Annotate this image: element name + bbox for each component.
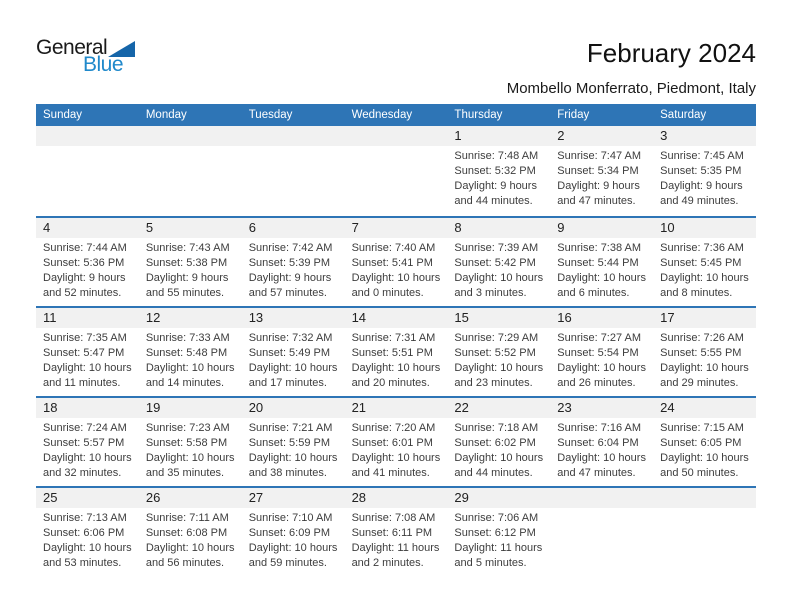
- day-details: [139, 328, 242, 391]
- day-number: 1: [447, 126, 550, 146]
- day-details: [242, 238, 345, 301]
- location-subtitle: Mombello Monferrato, Piedmont, Italy: [506, 80, 756, 97]
- day-cell: [36, 308, 139, 396]
- day-cell: [550, 308, 653, 396]
- sunset-line: Sunset: 5:44 PM: [557, 257, 639, 269]
- daylight-line-1: Daylight: 10 hours: [43, 542, 132, 554]
- daylight-line-1: Daylight: 9 hours: [248, 272, 332, 284]
- daylight-line-1: Daylight: 10 hours: [351, 272, 441, 284]
- day-number: 17: [653, 308, 756, 328]
- day-number: [550, 488, 653, 508]
- day-details: [139, 418, 242, 481]
- weekday-header-monday: Monday: [145, 109, 187, 121]
- day-details: [345, 146, 448, 149]
- daylight-line-2: and 3 minutes.: [454, 287, 527, 299]
- day-number: 8: [447, 218, 550, 238]
- daylight-line-1: Daylight: 10 hours: [43, 452, 132, 464]
- daylight-line-1: Daylight: 10 hours: [145, 362, 235, 374]
- sunset-line: Sunset: 6:04 PM: [557, 437, 639, 449]
- day-number: 20: [242, 398, 345, 418]
- sunset-line: Sunset: 5:49 PM: [248, 347, 331, 359]
- daylight-line-2: and 8 minutes.: [660, 287, 733, 299]
- day-number: 24: [653, 398, 756, 418]
- sunrise-line: Sunrise: 7:44 AM: [43, 242, 127, 254]
- sunset-line: Sunset: 5:38 PM: [145, 257, 228, 269]
- sunrise-line: Sunrise: 7:47 AM: [557, 150, 642, 162]
- sunset-line: Sunset: 5:42 PM: [454, 257, 536, 269]
- sunrise-line: Sunrise: 7:42 AM: [248, 242, 333, 254]
- day-number: 15: [447, 308, 550, 328]
- daylight-line-1: Daylight: 10 hours: [145, 542, 235, 554]
- sunrise-line: Sunrise: 7:13 AM: [43, 512, 127, 524]
- day-cell: [550, 218, 653, 306]
- sunset-line: Sunset: 5:55 PM: [660, 347, 742, 359]
- daylight-line-2: and 47 minutes.: [557, 195, 636, 207]
- daylight-line-1: Daylight: 10 hours: [248, 542, 338, 554]
- day-cell: [36, 126, 139, 216]
- day-cell: [550, 126, 653, 216]
- day-number: 28: [345, 488, 448, 508]
- daylight-line-1: Daylight: 10 hours: [454, 362, 544, 374]
- sunrise-line: Sunrise: 7:35 AM: [43, 332, 127, 344]
- daylight-line-2: and 56 minutes.: [145, 557, 225, 569]
- logo-text-general: General: [36, 36, 108, 59]
- day-details: [653, 328, 756, 391]
- sunset-line: Sunset: 5:47 PM: [43, 347, 125, 359]
- day-details: [447, 328, 550, 391]
- daylight-line-2: and 32 minutes.: [43, 467, 122, 479]
- day-details: [653, 418, 756, 481]
- day-details: [345, 328, 448, 391]
- day-cell: [550, 398, 653, 486]
- daylight-line-2: and 52 minutes.: [43, 287, 122, 299]
- day-cell: [550, 488, 653, 576]
- daylight-line-1: Daylight: 9 hours: [43, 272, 126, 284]
- day-number: 27: [242, 488, 345, 508]
- daylight-line-2: and 49 minutes.: [660, 195, 739, 207]
- daylight-line-2: and 59 minutes.: [248, 557, 327, 569]
- day-number: 23: [550, 398, 653, 418]
- logo-text-blue: Blue: [83, 53, 124, 76]
- day-details: [139, 508, 242, 571]
- sunrise-line: Sunrise: 7:36 AM: [660, 242, 744, 254]
- sunrise-line: Sunrise: 7:31 AM: [351, 332, 436, 344]
- sunrise-line: Sunrise: 7:16 AM: [557, 422, 642, 434]
- daylight-line-2: and 44 minutes.: [454, 195, 533, 207]
- week-row: [36, 486, 756, 576]
- day-details: [447, 418, 550, 481]
- daylight-line-1: Daylight: 10 hours: [248, 452, 338, 464]
- day-number: 16: [550, 308, 653, 328]
- day-cell: [242, 398, 345, 486]
- weekday-header-thursday: Thursday: [454, 109, 503, 121]
- day-cell: [139, 308, 242, 396]
- sunset-line: Sunset: 5:35 PM: [660, 165, 742, 177]
- calendar-header: [507, 38, 756, 97]
- sunset-line: Sunset: 5:32 PM: [454, 165, 536, 177]
- day-number: [345, 126, 448, 146]
- day-details: [139, 238, 242, 301]
- day-details: [36, 238, 139, 301]
- month-title: February 2024: [586, 38, 756, 68]
- day-details: [447, 146, 550, 209]
- weekday-header-saturday: Saturday: [660, 109, 707, 121]
- sunset-line: Sunset: 6:08 PM: [145, 527, 228, 539]
- daylight-line-2: and 35 minutes.: [145, 467, 225, 479]
- sunrise-line: Sunrise: 7:32 AM: [248, 332, 333, 344]
- week-row: [36, 306, 756, 396]
- day-cell: [447, 218, 550, 306]
- sunrise-line: Sunrise: 7:43 AM: [145, 242, 230, 254]
- daylight-line-2: and 47 minutes.: [557, 467, 636, 479]
- daylight-line-2: and 20 minutes.: [351, 377, 430, 389]
- day-cell: [242, 488, 345, 576]
- day-number: 3: [653, 126, 756, 146]
- day-cell: [36, 398, 139, 486]
- daylight-line-2: and 17 minutes.: [248, 377, 327, 389]
- daylight-line-2: and 41 minutes.: [351, 467, 430, 479]
- day-details: [653, 146, 756, 209]
- sunset-line: Sunset: 6:01 PM: [351, 437, 433, 449]
- sunrise-line: Sunrise: 7:38 AM: [557, 242, 642, 254]
- sunrise-line: Sunrise: 7:48 AM: [454, 150, 539, 162]
- daylight-line-1: Daylight: 9 hours: [454, 180, 537, 192]
- day-number: 2: [550, 126, 653, 146]
- sunrise-line: Sunrise: 7:21 AM: [248, 422, 333, 434]
- sunset-line: Sunset: 5:48 PM: [145, 347, 228, 359]
- day-number: [242, 126, 345, 146]
- day-cell: [345, 126, 448, 216]
- day-details: [653, 238, 756, 301]
- day-details: [345, 238, 448, 301]
- daylight-line-2: and 53 minutes.: [43, 557, 122, 569]
- day-number: 14: [345, 308, 448, 328]
- day-number: 12: [139, 308, 242, 328]
- sunset-line: Sunset: 5:39 PM: [248, 257, 331, 269]
- sunset-line: Sunset: 5:59 PM: [248, 437, 331, 449]
- day-cell: [653, 488, 756, 576]
- daylight-line-1: Daylight: 10 hours: [454, 452, 544, 464]
- day-details: [345, 508, 448, 571]
- daylight-line-1: Daylight: 10 hours: [145, 452, 235, 464]
- weekday-header-tuesday: Tuesday: [248, 109, 293, 121]
- day-details: [550, 146, 653, 209]
- daylight-line-1: Daylight: 11 hours: [454, 542, 543, 554]
- sunrise-line: Sunrise: 7:11 AM: [145, 512, 229, 524]
- daylight-line-2: and 2 minutes.: [351, 557, 424, 569]
- day-details: [242, 146, 345, 149]
- sunset-line: Sunset: 5:57 PM: [43, 437, 125, 449]
- day-details: [242, 418, 345, 481]
- sunrise-line: Sunrise: 7:39 AM: [454, 242, 539, 254]
- sunset-line: Sunset: 6:12 PM: [454, 527, 536, 539]
- sunset-line: Sunset: 5:41 PM: [351, 257, 433, 269]
- day-details: [36, 418, 139, 481]
- sunrise-line: Sunrise: 7:18 AM: [454, 422, 539, 434]
- daylight-line-1: Daylight: 9 hours: [660, 180, 743, 192]
- day-cell: [242, 126, 345, 216]
- daylight-line-2: and 55 minutes.: [145, 287, 225, 299]
- day-number: 29: [447, 488, 550, 508]
- day-number: 6: [242, 218, 345, 238]
- day-cell: [242, 218, 345, 306]
- day-details: [447, 508, 550, 571]
- weekday-header-wednesday: Wednesday: [351, 109, 413, 121]
- day-details: [139, 146, 242, 149]
- week-row: [36, 126, 756, 216]
- sunset-line: Sunset: 5:51 PM: [351, 347, 433, 359]
- daylight-line-2: and 0 minutes.: [351, 287, 424, 299]
- general-blue-logo: [36, 36, 156, 77]
- day-cell: [36, 488, 139, 576]
- sunrise-line: Sunrise: 7:06 AM: [454, 512, 539, 524]
- day-cell: [242, 308, 345, 396]
- sunrise-line: Sunrise: 7:40 AM: [351, 242, 436, 254]
- day-details: [36, 508, 139, 571]
- daylight-line-1: Daylight: 10 hours: [43, 362, 132, 374]
- day-number: [653, 488, 756, 508]
- sunset-line: Sunset: 5:34 PM: [557, 165, 639, 177]
- day-cell: [345, 308, 448, 396]
- day-details: [447, 238, 550, 301]
- day-details: [36, 146, 139, 149]
- sunset-line: Sunset: 6:11 PM: [351, 527, 433, 539]
- sunset-line: Sunset: 5:58 PM: [145, 437, 228, 449]
- day-details: [242, 508, 345, 571]
- day-cell: [345, 398, 448, 486]
- day-number: 11: [36, 308, 139, 328]
- day-cell: [447, 126, 550, 216]
- daylight-line-1: Daylight: 10 hours: [660, 272, 749, 284]
- daylight-line-1: Daylight: 10 hours: [660, 452, 749, 464]
- day-cell: [447, 308, 550, 396]
- day-number: [139, 126, 242, 146]
- day-number: 19: [139, 398, 242, 418]
- sunset-line: Sunset: 6:06 PM: [43, 527, 125, 539]
- daylight-line-2: and 44 minutes.: [454, 467, 533, 479]
- day-number: 13: [242, 308, 345, 328]
- weekday-header-sunday: Sunday: [43, 109, 83, 121]
- day-cell: [653, 218, 756, 306]
- sunset-line: Sunset: 5:36 PM: [43, 257, 125, 269]
- day-number: [36, 126, 139, 146]
- sunset-line: Sunset: 6:09 PM: [248, 527, 331, 539]
- daylight-line-2: and 29 minutes.: [660, 377, 739, 389]
- sunrise-line: Sunrise: 7:20 AM: [351, 422, 436, 434]
- sunset-line: Sunset: 5:54 PM: [557, 347, 639, 359]
- day-cell: [139, 218, 242, 306]
- day-number: 4: [36, 218, 139, 238]
- day-number: 25: [36, 488, 139, 508]
- day-details: [242, 328, 345, 391]
- daylight-line-1: Daylight: 9 hours: [145, 272, 229, 284]
- day-number: 21: [345, 398, 448, 418]
- day-number: 26: [139, 488, 242, 508]
- day-details: [550, 418, 653, 481]
- daylight-line-1: Daylight: 10 hours: [351, 362, 441, 374]
- day-details: [653, 508, 756, 511]
- day-details: [550, 238, 653, 301]
- daylight-line-1: Daylight: 10 hours: [454, 272, 544, 284]
- day-details: [36, 328, 139, 391]
- daylight-line-2: and 6 minutes.: [557, 287, 630, 299]
- daylight-line-1: Daylight: 10 hours: [248, 362, 338, 374]
- daylight-line-2: and 14 minutes.: [145, 377, 225, 389]
- day-cell: [653, 398, 756, 486]
- day-cell: [139, 126, 242, 216]
- sunset-line: Sunset: 5:45 PM: [660, 257, 742, 269]
- sunset-line: Sunset: 6:05 PM: [660, 437, 742, 449]
- sunrise-line: Sunrise: 7:29 AM: [454, 332, 539, 344]
- sunrise-line: Sunrise: 7:08 AM: [351, 512, 436, 524]
- day-cell: [653, 308, 756, 396]
- daylight-line-1: Daylight: 10 hours: [557, 452, 646, 464]
- calendar-table: [36, 104, 756, 576]
- week-row: [36, 396, 756, 486]
- day-number: 22: [447, 398, 550, 418]
- sunrise-line: Sunrise: 7:33 AM: [145, 332, 230, 344]
- day-cell: [36, 218, 139, 306]
- calendar-weeks: [36, 126, 756, 576]
- day-details: [550, 508, 653, 511]
- sunrise-line: Sunrise: 7:24 AM: [43, 422, 127, 434]
- day-cell: [653, 126, 756, 216]
- sunset-line: Sunset: 6:02 PM: [454, 437, 536, 449]
- sunrise-line: Sunrise: 7:45 AM: [660, 150, 744, 162]
- daylight-line-1: Daylight: 10 hours: [557, 362, 646, 374]
- daylight-line-1: Daylight: 9 hours: [557, 180, 640, 192]
- daylight-line-2: and 26 minutes.: [557, 377, 636, 389]
- day-number: 7: [345, 218, 448, 238]
- day-cell: [447, 488, 550, 576]
- sunset-line: Sunset: 5:52 PM: [454, 347, 536, 359]
- daylight-line-2: and 57 minutes.: [248, 287, 327, 299]
- sunrise-line: Sunrise: 7:15 AM: [660, 422, 744, 434]
- daylight-line-1: Daylight: 10 hours: [557, 272, 646, 284]
- day-number: 5: [139, 218, 242, 238]
- daylight-line-1: Daylight: 10 hours: [351, 452, 441, 464]
- weekday-header-row: [36, 104, 756, 126]
- day-number: 18: [36, 398, 139, 418]
- daylight-line-2: and 11 minutes.: [43, 377, 121, 389]
- day-number: 9: [550, 218, 653, 238]
- sunrise-line: Sunrise: 7:10 AM: [248, 512, 333, 524]
- sunrise-line: Sunrise: 7:26 AM: [660, 332, 744, 344]
- sunrise-line: Sunrise: 7:23 AM: [145, 422, 230, 434]
- day-details: [345, 418, 448, 481]
- day-cell: [139, 398, 242, 486]
- daylight-line-2: and 23 minutes.: [454, 377, 533, 389]
- day-cell: [345, 218, 448, 306]
- day-cell: [447, 398, 550, 486]
- weekday-header-friday: Friday: [557, 109, 590, 121]
- day-details: [550, 328, 653, 391]
- daylight-line-2: and 38 minutes.: [248, 467, 327, 479]
- daylight-line-1: Daylight: 11 hours: [351, 542, 440, 554]
- day-cell: [345, 488, 448, 576]
- week-row: [36, 216, 756, 306]
- daylight-line-1: Daylight: 10 hours: [660, 362, 749, 374]
- day-cell: [139, 488, 242, 576]
- sunrise-line: Sunrise: 7:27 AM: [557, 332, 642, 344]
- daylight-line-2: and 5 minutes.: [454, 557, 527, 569]
- daylight-line-2: and 50 minutes.: [660, 467, 739, 479]
- day-number: 10: [653, 218, 756, 238]
